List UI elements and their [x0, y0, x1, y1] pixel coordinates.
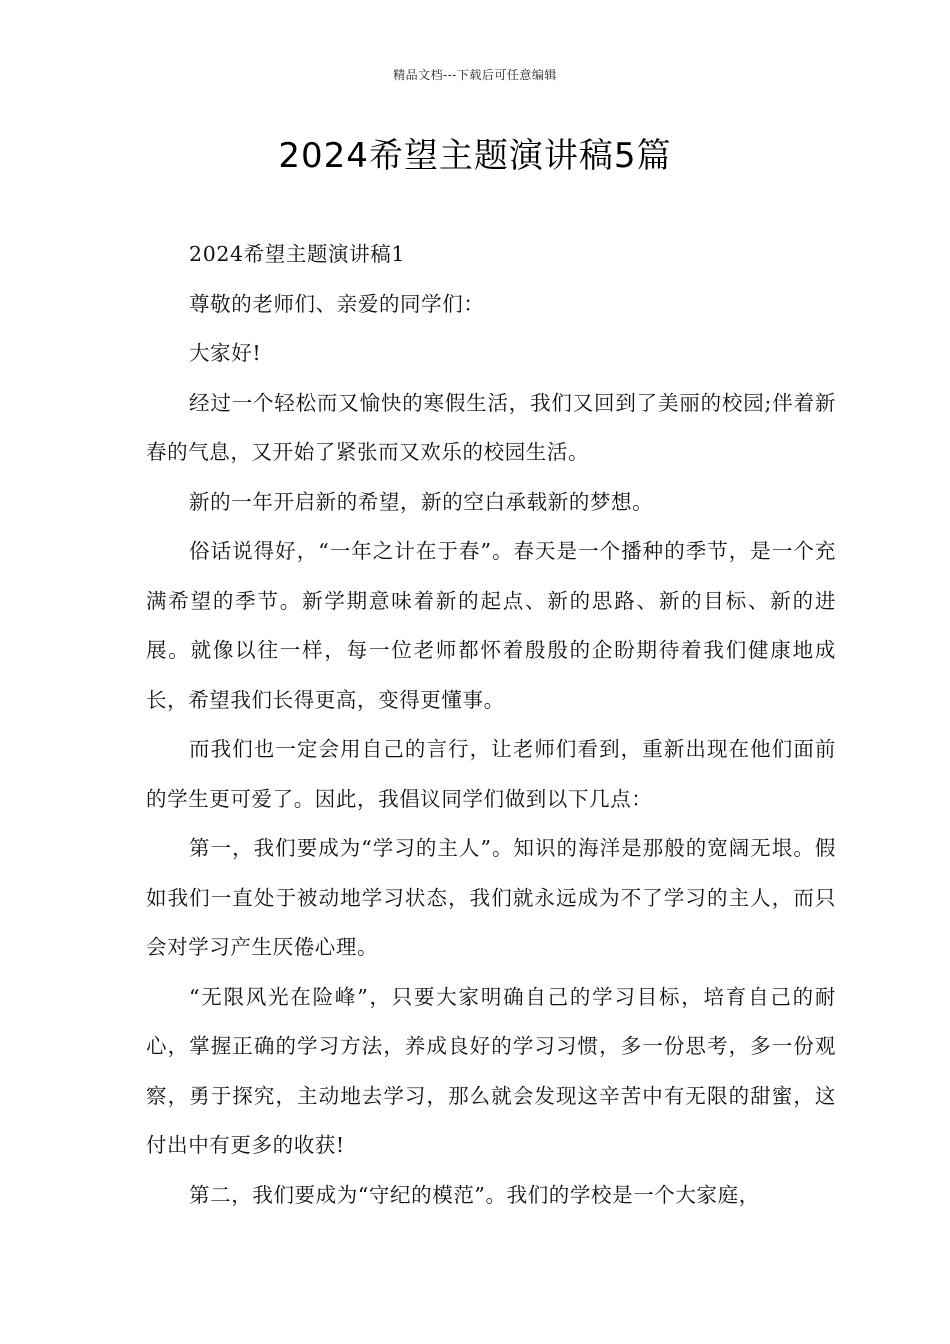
paragraph: 第一，我们要成为“学习的主人”。知识的海洋是那般的宽阔无垠。假如我们一直处于被动地学习状态，我们就永远成为不了学习的主人，而只会对学习产生厌倦心理。	[146, 836, 836, 959]
paragraph-greeting: 大家好!	[189, 341, 262, 365]
paragraph-salutation: 尊敬的老师们、亲爱的同学们：	[189, 291, 485, 316]
paragraph: 而我们也一定会用自己的言行，让老师们看到，重新出现在他们面前的学生更可爱了。因此，我倡议同学们做到以下几点：	[146, 737, 836, 811]
paragraph: 俗话说得好，“一年之计在于春”。春天是一个播种的季节，是一个充满希望的季节。新学期意味着新的起点、新的思路、新的目标、新的进展。就像以往一样，每一位老师都怀着殷殷的企盼期待着我们健康地成长，希望我们长得更高，变得更懂事。	[146, 539, 836, 712]
paragraph-subtitle: 2024希望主题演讲稿1	[189, 242, 405, 266]
document-body	[146, 230, 836, 1220]
header-note: 精品文档---下载后可任意编辑	[393, 68, 557, 82]
paragraph: “无限风光在险峰”，只要大家明确自己的学习目标，培育自己的耐心，掌握正确的学习方法，养成良好的学习习惯，多一份思考，多一份观察，勇于探究，主动地去学习，那么就会发现这辛苦中有无限的甜蜜，这付出中有更多的收获!	[146, 984, 836, 1157]
paragraph: 第二，我们要成为“守纪的模范”。我们的学校是一个大家庭，	[189, 1182, 760, 1207]
paragraph: 经过一个轻松而又愉快的寒假生活，我们又回到了美丽的校园;伴着新春的气息，又开始了紧张而又欢乐的校园生活。	[146, 390, 836, 464]
document-title: 2024希望主题演讲稿5篇	[278, 136, 672, 176]
paragraph: 新的一年开启新的希望，新的空白承载新的梦想。	[189, 489, 654, 514]
